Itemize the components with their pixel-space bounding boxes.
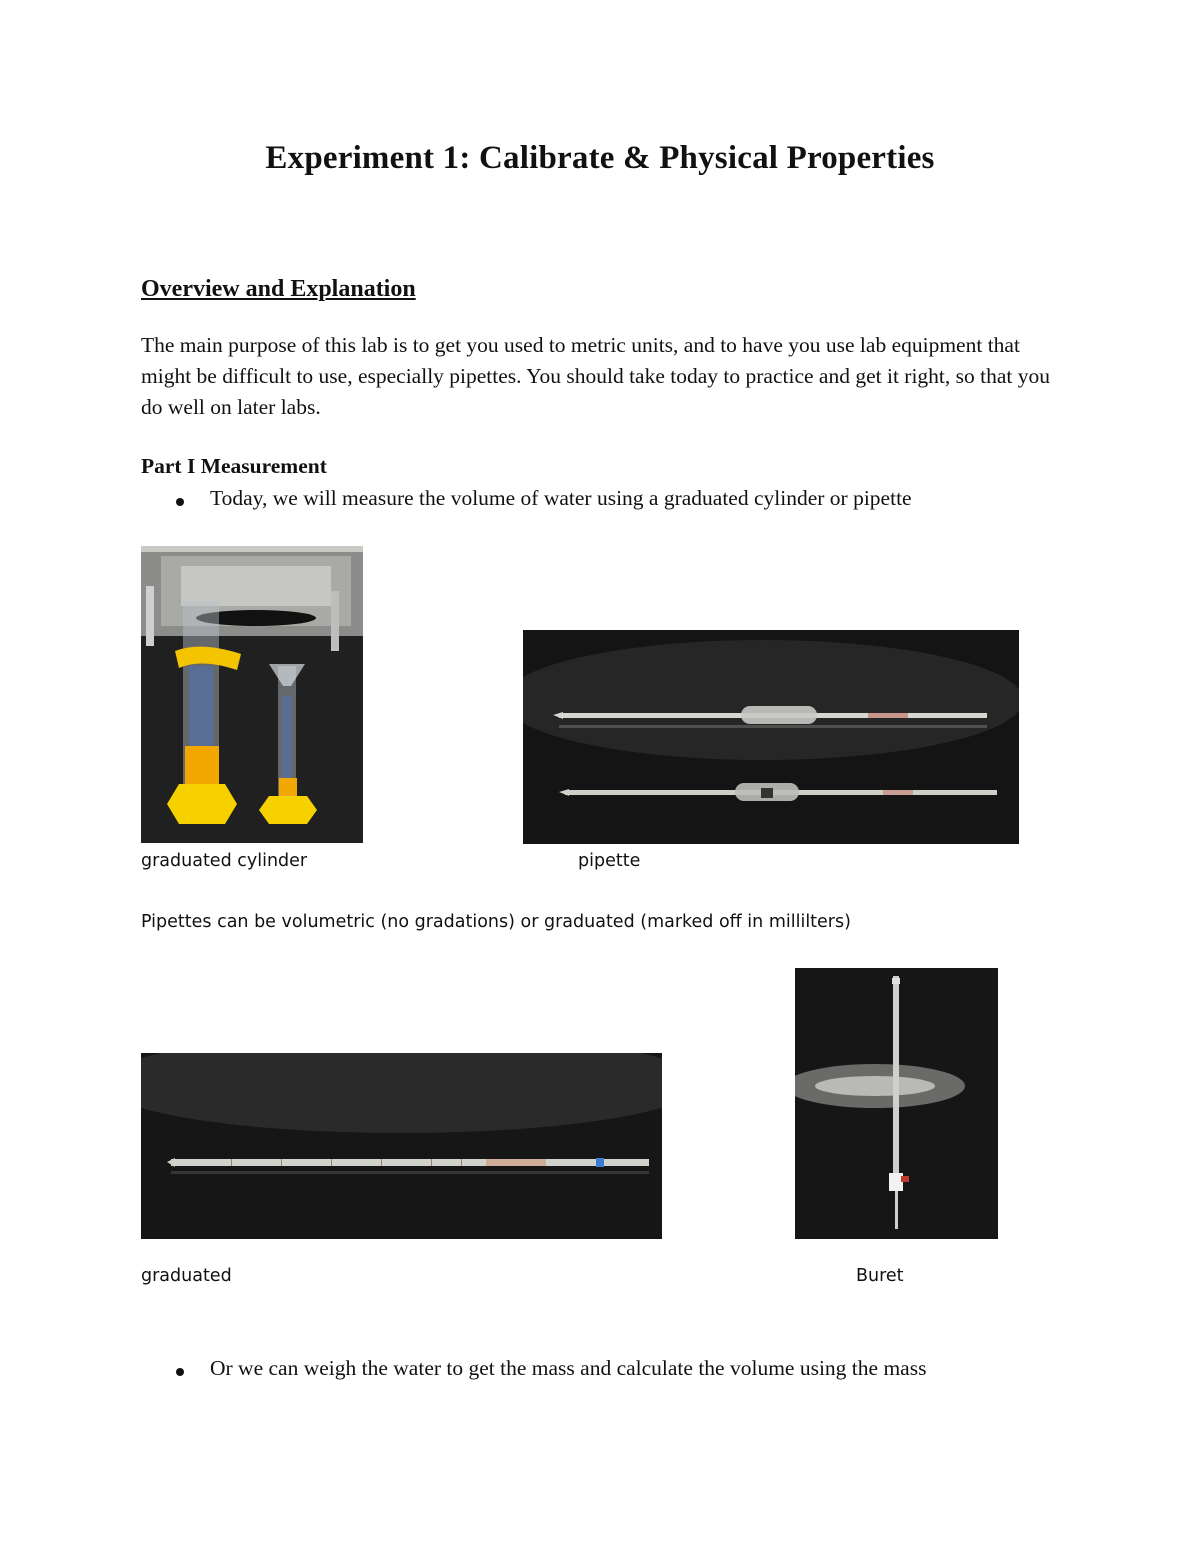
part1-heading: Part I Measurement [141, 454, 327, 478]
overview-paragraph: The main purpose of this lab is to get you used to metric units, and to have you use lab equipment that might be difficult to use, especially pipettes. You should take today to practice and get it right, so that you do well on later labs. [141, 333, 1051, 419]
overview-heading: Overview and Explanation [141, 276, 416, 302]
bullet-dot [176, 498, 184, 506]
caption-graduated-cylinder: graduated cylinder [141, 851, 308, 871]
graduated-cylinder-photo [141, 546, 363, 843]
pipette-photo [523, 630, 1019, 844]
caption-graduated: graduated [141, 1266, 232, 1286]
bullet-dot [176, 1368, 184, 1376]
graduated-pipette-photo [141, 1053, 662, 1239]
page-title: Experiment 1: Calibrate & Physical Properties [265, 140, 935, 176]
caption-pipette: pipette [578, 851, 641, 871]
buret-photo [795, 968, 998, 1239]
bullet-text: Or we can weigh the water to get the mass and calculate the volume using the mass [210, 1356, 927, 1380]
bullet-text: Today, we will measure the volume of water using a graduated cylinder or pipette [210, 486, 912, 510]
pipette-note: Pipettes can be volumetric (no gradations) or graduated (marked off in millilters) [141, 912, 851, 932]
caption-buret: Buret [856, 1266, 904, 1286]
